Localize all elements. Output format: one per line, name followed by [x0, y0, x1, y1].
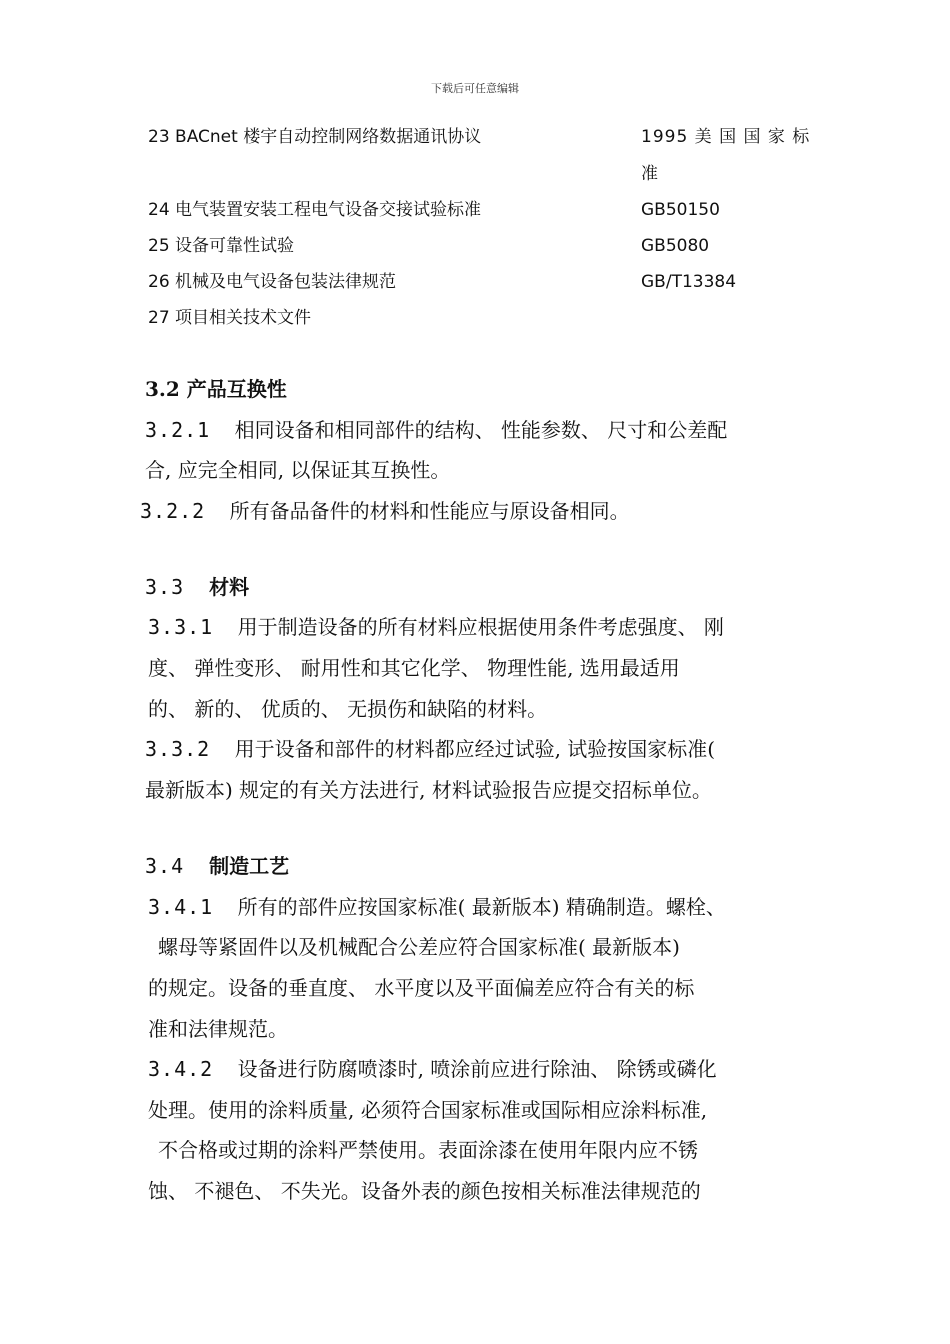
standard-code-25: GB5080 — [641, 236, 710, 256]
paragraph-3-2-1-line2: 合, 应完全相同, 以保证其互换性。 — [145, 458, 451, 482]
paragraph-3-2-2 — [140, 498, 630, 524]
paragraph-3-3-2 — [145, 736, 715, 762]
standard-code-26: GB/T13384 — [641, 272, 737, 292]
page-header: 下载后可任意编辑 — [431, 82, 519, 95]
standard-item-26: 26 机械及电气设备包装法律规范 — [148, 272, 397, 292]
standard-code-23: 1995 美 国 国 家 标 — [641, 127, 811, 147]
section-3-2-heading: 3.2 产品互换性 — [145, 377, 287, 401]
paragraph-3-4-2 — [148, 1056, 717, 1082]
paragraph-3-4-2-line4: 蚀、 不褪色、 不失光。设备外表的颜色按相关标准法律规范的 — [148, 1179, 701, 1203]
paragraph-3-4-2-line3: 不合格或过期的涂料严禁使用。表面涂漆在使用年限内应不锈 — [158, 1138, 698, 1162]
section-number: 3.3 — [145, 575, 185, 599]
paragraph-text: 用于制造设备的所有材料应根据使用条件考虑强度、 刚 — [237, 615, 724, 639]
paragraph-3-4-1-line4: 准和法律规范。 — [148, 1017, 288, 1041]
paragraph-3-3-1 — [148, 614, 724, 640]
paragraph-3-4-1-line2: 螺母等紧固件以及机械配合公差应符合国家标准( 最新版本) — [158, 935, 680, 959]
paragraph-number: 3.2.1 — [145, 418, 211, 442]
paragraph-text: 设备进行防腐喷漆时, 喷涂前应进行除油、 除锈或磷化 — [237, 1057, 717, 1081]
standard-item-25: 25 设备可靠性试验 — [148, 236, 295, 256]
paragraph-text: 所有备品备件的材料和性能应与原设备相同。 — [229, 499, 630, 523]
paragraph-3-4-1 — [148, 894, 726, 920]
paragraph-text: 相同设备和相同部件的结构、 性能参数、 尺寸和公差配 — [234, 418, 728, 442]
paragraph-text: 所有的部件应按国家标准( 最新版本) 精确制造。螺栓、 — [237, 895, 726, 919]
paragraph-number: 3.4.1 — [148, 895, 214, 919]
standard-item-27: 27 项目相关技术文件 — [148, 308, 312, 328]
paragraph-number: 3.4.2 — [148, 1057, 214, 1081]
paragraph-3-4-2-line2: 处理。使用的涂料质量, 必须符合国家标准或国际相应涂料标准, — [148, 1098, 708, 1122]
standard-item-24: 24 电气装置安装工程电气设备交接试验标准 — [148, 200, 482, 220]
paragraph-3-2-1 — [145, 417, 727, 443]
section-3-3-heading — [145, 574, 249, 600]
paragraph-3-3-1-line2: 度、 弹性变形、 耐用性和其它化学、 物理性能, 选用最适用 — [148, 656, 680, 680]
paragraph-text: 用于设备和部件的材料都应经过试验, 试验按国家标准( — [234, 737, 716, 761]
paragraph-number: 3.2.2 — [140, 499, 206, 523]
paragraph-3-4-1-line3: 的规定。设备的垂直度、 水平度以及平面偏差应符合有关的标 — [148, 976, 695, 1000]
standard-item-23: 23 BACnet 楼宇自动控制网络数据通讯协议 — [148, 127, 482, 147]
section-3-4-heading — [145, 853, 289, 879]
paragraph-number: 3.3.2 — [145, 737, 211, 761]
paragraph-number: 3.3.1 — [148, 615, 214, 639]
paragraph-3-3-1-line3: 的、 新的、 优质的、 无损伤和缺陷的材料。 — [148, 697, 548, 721]
standard-code-23-cont: 准 — [641, 164, 658, 184]
paragraph-3-3-2-line2: 最新版本) 规定的有关方法进行, 材料试验报告应提交招标单位。 — [145, 778, 712, 802]
section-title: 材料 — [209, 575, 250, 599]
section-title: 制造工艺 — [209, 854, 290, 878]
standard-code-24: GB50150 — [641, 200, 720, 220]
section-number: 3.4 — [145, 854, 185, 878]
